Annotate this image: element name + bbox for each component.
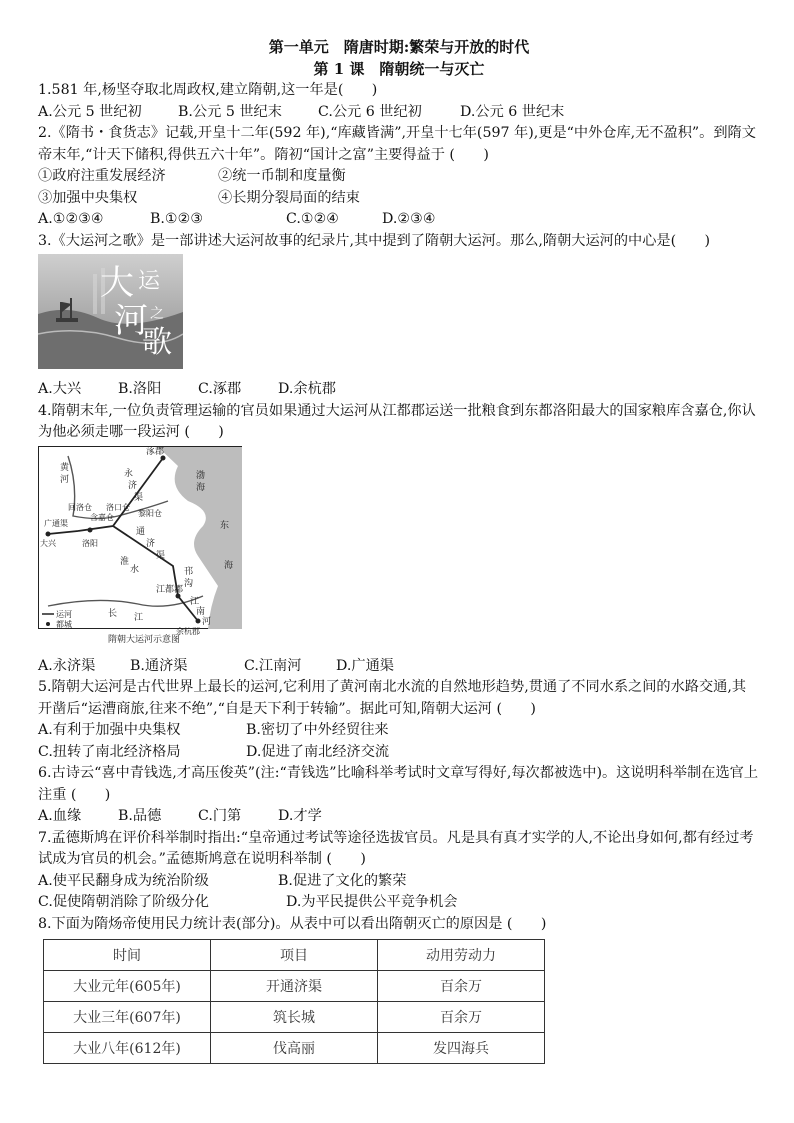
map-label-yong: 永: [124, 468, 134, 479]
q4-option-d[interactable]: D.广通渠: [336, 657, 394, 674]
map-label-huang: 黄: [60, 462, 70, 473]
q3-option-d[interactable]: D.余杭郡: [278, 381, 336, 397]
q2-option-c[interactable]: C.①②④: [286, 211, 340, 227]
map-label-hanjia: 含嘉仓: [90, 512, 114, 522]
q8-stem: 8.下面为隋炀帝使用民力统计表(部分)。从表中可以看出隋朝灭亡的原因是 ( ): [38, 915, 547, 932]
q7-option-b[interactable]: B.促进了文化的繁荣: [278, 872, 407, 889]
q4-options: [38, 656, 760, 678]
table-cell: 百余万: [378, 1002, 545, 1033]
q3-option-c[interactable]: C.涿郡: [198, 381, 242, 397]
map-legend-canal: 运河: [56, 609, 72, 619]
labor-table: [43, 939, 545, 1064]
map-label-hai2: 海: [224, 560, 234, 571]
table-row: [44, 1033, 545, 1064]
q6-option-a[interactable]: A.血缘: [38, 808, 82, 824]
poster-char-3: 河: [114, 301, 148, 341]
q2-item-2: ②统一币制和度量衡: [218, 168, 346, 184]
q1-options: [38, 102, 760, 124]
q1-option-d[interactable]: D.公元 6 世纪末: [460, 103, 565, 120]
table-cell: 伐高丽: [211, 1033, 378, 1064]
poster-char-5: 歌: [142, 325, 172, 360]
q3-options: [38, 379, 760, 401]
map-label-liyang: 黎阳仓: [138, 508, 162, 518]
map-label-shui: 水: [130, 564, 140, 575]
table-header-project: 项目: [211, 940, 378, 971]
q5-option-a[interactable]: A.有利于加强中央集权: [38, 722, 181, 738]
map-label-zhuojun: 涿郡: [146, 446, 165, 457]
canal-map-svg: [38, 446, 243, 646]
q7-options-row2: [38, 892, 760, 914]
table-header-row: [44, 940, 545, 971]
map-legend-capital: 都城: [56, 619, 72, 629]
q7-options-row1: [38, 871, 760, 893]
q2-items-row2: [38, 188, 760, 210]
lesson-title: 第 1 课 隋朝统一与灭亡: [313, 60, 485, 78]
q5-option-b[interactable]: B.密切了中外经贸往来: [246, 722, 389, 738]
q5-option-c[interactable]: C.扭转了南北经济格局: [38, 743, 181, 760]
q2-items-row1: [38, 166, 760, 188]
q5-option-d[interactable]: D.促进了南北经济交流: [246, 743, 390, 760]
q1-option-a[interactable]: A.公元 5 世纪初: [38, 103, 142, 120]
table-header-time: 时间: [44, 940, 211, 971]
q7-option-c[interactable]: C.促使隋朝消除了阶级分化: [38, 894, 209, 910]
q2-option-b[interactable]: B.①②③: [150, 211, 204, 227]
map-label-dong: 东: [220, 520, 230, 531]
table-cell: 大业八年(612年): [44, 1033, 211, 1064]
poster-char-2: 运: [138, 269, 161, 294]
map-label-gou: 沟: [184, 578, 194, 589]
map-label-hai1: 海: [196, 482, 206, 493]
table-cell: 开通济渠: [211, 971, 378, 1002]
table-cell: 大业三年(607年): [44, 1002, 211, 1033]
q4-option-c[interactable]: C.江南河: [244, 657, 302, 674]
q6-stem: 6.古诗云“喜中青钱选,才高压俊英”(注:“青钱选”比喻科举考试时文章写得好,每次都被选中)。这说明科举制在选官上注重 ( ): [38, 765, 759, 803]
q7-stem: 7.孟德斯鸠在评价科举制时指出:“皇帝通过考试等途径选拔官员。凡是具有真才实学的人,不论出身如何,都有经过考试成为官员的机会。”孟德斯鸠意在说明科举制 ( ): [38, 829, 754, 867]
documentary-poster: [38, 254, 760, 373]
q2-option-d[interactable]: D.②③④: [382, 211, 436, 227]
q1-option-c[interactable]: C.公元 6 世纪初: [318, 103, 422, 120]
table-row: [44, 1002, 545, 1033]
map-label-huai: 淮: [120, 556, 130, 567]
map-label-luoyang: 洛阳: [82, 538, 98, 548]
map-label-jiangdu: 江都郡: [156, 584, 184, 595]
map-label-qu1: 渠: [134, 492, 144, 503]
table-cell: 大业元年(605年): [44, 971, 211, 1002]
q2-options: [38, 209, 760, 231]
table-header-labor: 动用劳动力: [378, 940, 545, 971]
map-label-jiang: 江: [190, 596, 200, 607]
q6-option-d[interactable]: D.才学: [278, 808, 322, 824]
q2-item-1: ①政府注重发展经济: [38, 168, 166, 184]
q3-option-b[interactable]: B.洛阳: [118, 381, 162, 397]
q4-stem: 4.隋朝末年,一位负责管理运输的官员如果通过大运河从江都郡运送一批粮食到东都洛阳最大的国家粮库含嘉仓,你认为他必须走哪一段运河 ( ): [38, 402, 756, 440]
q6-option-b[interactable]: B.品德: [118, 808, 162, 824]
q5-stem: 5.隋朝大运河是古代世界上最长的运河,它利用了黄河南北水流的自然地形趋势,贯通了不同水系之间的水路交通,其开凿后“运漕商旅,往来不绝”,“自是天下利于转输”。据此可知,隋朝大运河 ( ): [38, 679, 747, 717]
unit-title: 第一单元 隋唐时期:繁荣与开放的时代: [268, 38, 530, 56]
map-label-huiluo: 回洛仓: [68, 502, 92, 512]
q7-option-a[interactable]: A.使平民翻身成为统治阶级: [38, 872, 209, 889]
q4-option-a[interactable]: A.永济渠: [38, 657, 96, 674]
q6-options: [38, 806, 760, 828]
q1-stem: 1.581 年,杨坚夺取北周政权,建立隋朝,这一年是( ): [38, 82, 378, 98]
canal-map: [38, 446, 760, 650]
q5-options-row1: [38, 720, 760, 742]
map-label-he2: 河: [202, 616, 212, 627]
map-label-guangtong: 广通渠: [44, 518, 68, 528]
poster-image: [38, 254, 183, 369]
map-label-he1: 河: [60, 474, 70, 485]
q2-stem: 2.《隋书・食货志》记载,开皇十二年(592 年),“库藏皆满”,开皇十七年(597 年),更是“中外仓库,无不盈积”。到隋文帝末年,“计天下储积,得供五六十年”。隋初“国计之富”主要得益于 ( ): [38, 125, 756, 163]
map-label-qu2: 渠: [156, 550, 166, 561]
map-label-jiang2: 江: [134, 612, 144, 623]
map-label-nan: 南: [196, 606, 206, 617]
table-cell: 发四海兵: [378, 1033, 545, 1064]
map-label-luokou: 洛口仓: [106, 502, 130, 512]
map-label-daxing: 大兴: [40, 538, 56, 548]
q3-option-a[interactable]: A.大兴: [38, 381, 82, 397]
q5-options-row2: [38, 742, 760, 764]
map-label-ji2: 济: [146, 538, 156, 549]
map-label-tong: 通: [136, 526, 146, 537]
table-cell: 筑长城: [211, 1002, 378, 1033]
q2-item-4: ④长期分裂局面的结束: [218, 189, 360, 206]
q2-item-3: ③加强中央集权: [38, 189, 138, 206]
q6-option-c[interactable]: C.门第: [198, 808, 242, 824]
q2-option-a[interactable]: A.①②③④: [38, 211, 104, 227]
q4-option-b[interactable]: B.通济渠: [130, 657, 188, 674]
worksheet-page: [38, 36, 760, 1064]
map-caption: 隋朝大运河示意图: [108, 634, 181, 645]
q7-option-d[interactable]: D.为平民提供公平竞争机会: [286, 894, 458, 910]
map-label-bo: 渤: [196, 470, 206, 481]
map-label-chang: 长: [108, 608, 118, 619]
table-row: [44, 971, 545, 1002]
map-label-ji: 济: [128, 480, 138, 491]
poster-char-4: 之: [150, 306, 164, 322]
poster-char-1: 大: [100, 263, 134, 303]
table-cell: 百余万: [378, 971, 545, 1002]
q3-stem: 3.《大运河之歌》是一部讲述大运河故事的纪录片,其中提到了隋朝大运河。那么,隋朝大运河的中心是( ): [38, 232, 711, 249]
q1-option-b[interactable]: B.公元 5 世纪末: [178, 103, 282, 120]
map-label-han: 邗: [184, 566, 194, 577]
map-label-yuhang: 余杭郡: [176, 626, 200, 636]
